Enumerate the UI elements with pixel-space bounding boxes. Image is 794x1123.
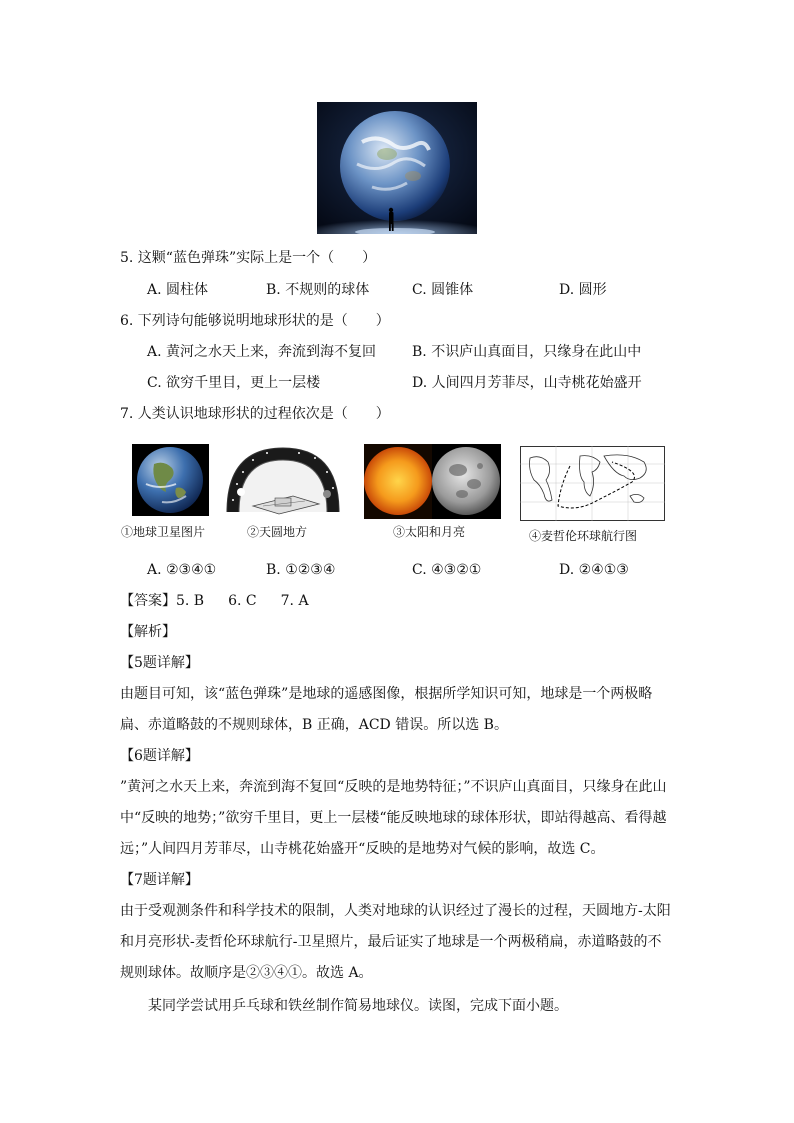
q7-option-c[interactable]: C. ④③②① <box>412 562 482 578</box>
q7-option-b[interactable]: B. ①②③④ <box>266 562 336 578</box>
detail7-line-3: 规则球体。故顺序是②③④①。故选 A。 <box>120 965 373 981</box>
analysis-label: 【解析】 <box>120 624 176 640</box>
caption-1: ①地球卫星图片 <box>121 525 206 539</box>
detail5-line-1: 由题目可知，该“蓝色弹珠”是地球的遥感图像，根据所学知识可知，地球是一个两极略 <box>120 686 653 702</box>
q6-option-a[interactable]: A. 黄河之水天上来，奔流到海不复回 <box>147 344 377 360</box>
q7-option-a[interactable]: A. ②③④① <box>147 562 217 578</box>
answer-7: 7. A <box>280 593 309 609</box>
answer-label: 【答案】 <box>120 593 176 609</box>
detail7-label: 【7题详解】 <box>120 872 199 888</box>
sun-moon-figure <box>364 444 501 519</box>
q6-stem: 6. 下列诗句能够说明地球形状的是（ ） <box>120 313 390 329</box>
q5-option-c[interactable]: C. 圆锥体 <box>412 282 474 298</box>
answer-6: 6. C <box>228 593 257 609</box>
detail6-line-1: ”黄河之水天上来，奔流到海不复回“反映的是地势特征；”不识庐山真面目，只缘身在此山 <box>120 779 667 795</box>
detail5-line-2: 扁、赤道略鼓的不规则球体，B 正确，ACD 错误。所以选 B。 <box>120 717 508 733</box>
caption-2: ②天圆地方 <box>247 525 308 539</box>
detail6-line-3: 远；”人间四月芳菲尽，山寺桃花始盛开“反映的是地势对气候的影响，故选 C。 <box>120 841 605 857</box>
q5-option-b[interactable]: B. 不规则的球体 <box>266 282 370 298</box>
caption-4: ④麦哲伦环球航行图 <box>529 529 638 543</box>
q6-option-c[interactable]: C. 欲穷千里目，更上一层楼 <box>147 375 321 391</box>
q6-option-d[interactable]: D. 人间四月芳菲尽，山寺桃花始盛开 <box>412 375 642 391</box>
q5-option-d[interactable]: D. 圆形 <box>559 282 607 298</box>
q7-option-d[interactable]: D. ②④①③ <box>559 562 629 578</box>
blue-marble-figure <box>317 102 477 234</box>
next-intro: 某同学尝试用乒乓球和铁丝制作简易地球仪。读图，完成下面小题。 <box>148 998 568 1014</box>
q5-option-a[interactable]: A. 圆柱体 <box>147 282 209 298</box>
detail6-label: 【6题详解】 <box>120 748 199 764</box>
detail5-label: 【5题详解】 <box>120 655 199 671</box>
answer-row <box>120 591 309 611</box>
answer-5: 5. B <box>176 593 205 609</box>
detail6-line-2: 中“反映的地势；”欲穷千里目，更上一层楼“能反映地球的球体形状，即站得越高、看得越 <box>120 810 667 826</box>
q7-stem: 7. 人类认识地球形状的过程依次是（ ） <box>120 406 390 422</box>
q5-stem: 5. 这颗“蓝色弹珠”实际上是一个（ ） <box>120 250 377 266</box>
detail7-line-1: 由于受观测条件和科学技术的限制，人类对地球的认识经过了漫长的过程，天圆地方-太阳 <box>120 903 671 919</box>
q6-option-b[interactable]: B. 不识庐山真面目，只缘身在此山中 <box>412 344 642 360</box>
satellite-earth-figure <box>132 444 209 516</box>
caption-3: ③太阳和月亮 <box>393 525 466 539</box>
detail7-line-2: 和月亮形状-麦哲伦环球航行-卫星照片，最后证实了地球是一个两极稍扁，赤道略鼓的不 <box>120 934 662 950</box>
magellan-map-figure <box>520 446 665 521</box>
tianyuan-difang-figure <box>223 444 343 516</box>
